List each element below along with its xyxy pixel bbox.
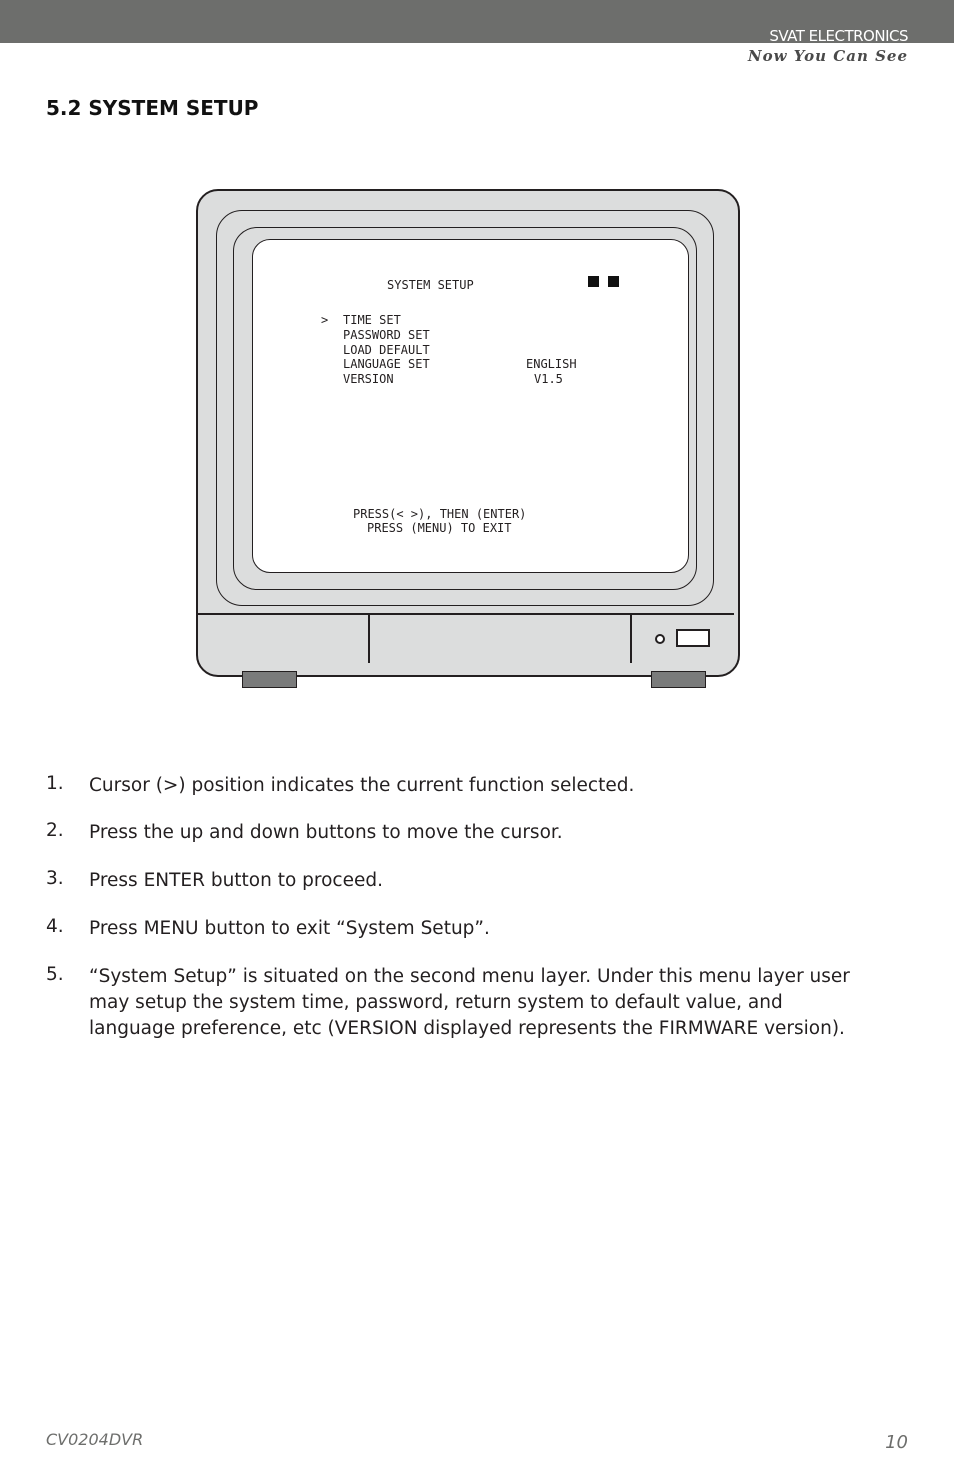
list-item-number: 2. bbox=[46, 820, 64, 841]
osd-title: SYSTEM SETUP bbox=[387, 278, 474, 292]
osd-cursor: > bbox=[321, 313, 329, 327]
list-item-text: Press MENU button to exit “System Setup”. bbox=[89, 918, 490, 939]
osd-menu-item[interactable]: LANGUAGE SET bbox=[343, 357, 430, 371]
osd-menu-item[interactable]: LOAD DEFAULT bbox=[343, 343, 430, 357]
list-item-number: 1. bbox=[46, 773, 64, 794]
monitor-foot bbox=[651, 671, 706, 688]
osd-hint: PRESS(< >), THEN (ENTER) bbox=[353, 507, 527, 521]
page-number: 10 bbox=[885, 1432, 908, 1453]
list-item-text: “System Setup” is situated on the second menu layer. Under this menu layer user may setup the system time, password, return system to default value, and language preference, etc (VERSION displayed represents the FIRMWARE version). bbox=[89, 966, 850, 1039]
monitor-panel-divider bbox=[630, 615, 632, 663]
brand-name: SVAT ELECTRONICS bbox=[769, 27, 908, 45]
status-block-icon bbox=[588, 276, 599, 287]
list-item-number: 4. bbox=[46, 916, 64, 937]
brand-tagline: Now You Can See bbox=[747, 47, 908, 65]
power-led-icon bbox=[655, 634, 665, 644]
list-item-number: 5. bbox=[46, 964, 64, 985]
osd-menu-value: ENGLISH bbox=[526, 357, 577, 371]
list-item-text: Cursor (>) position indicates the current function selected. bbox=[89, 775, 635, 796]
osd-menu-item[interactable]: TIME SET bbox=[343, 313, 401, 327]
osd-hint: PRESS (MENU) TO EXIT bbox=[367, 521, 512, 535]
section-title: 5.2 SYSTEM SETUP bbox=[46, 96, 259, 120]
list-item-text: Press ENTER button to proceed. bbox=[89, 870, 383, 891]
osd-menu-item[interactable]: PASSWORD SET bbox=[343, 328, 430, 342]
brand-block bbox=[748, 27, 908, 67]
list-item-text: Press the up and down buttons to move the cursor. bbox=[89, 822, 563, 843]
monitor-panel-divider bbox=[368, 615, 370, 663]
power-button-icon bbox=[676, 629, 710, 647]
status-block-icon bbox=[608, 276, 619, 287]
monitor-illustration bbox=[196, 189, 740, 690]
monitor-base-divider bbox=[198, 613, 734, 615]
footer-model: CV0204DVR bbox=[46, 1430, 144, 1449]
monitor-foot bbox=[242, 671, 297, 688]
osd-menu-item[interactable]: VERSION bbox=[343, 372, 394, 386]
osd-menu-value: V1.5 bbox=[534, 372, 563, 386]
list-item-number: 3. bbox=[46, 868, 64, 889]
